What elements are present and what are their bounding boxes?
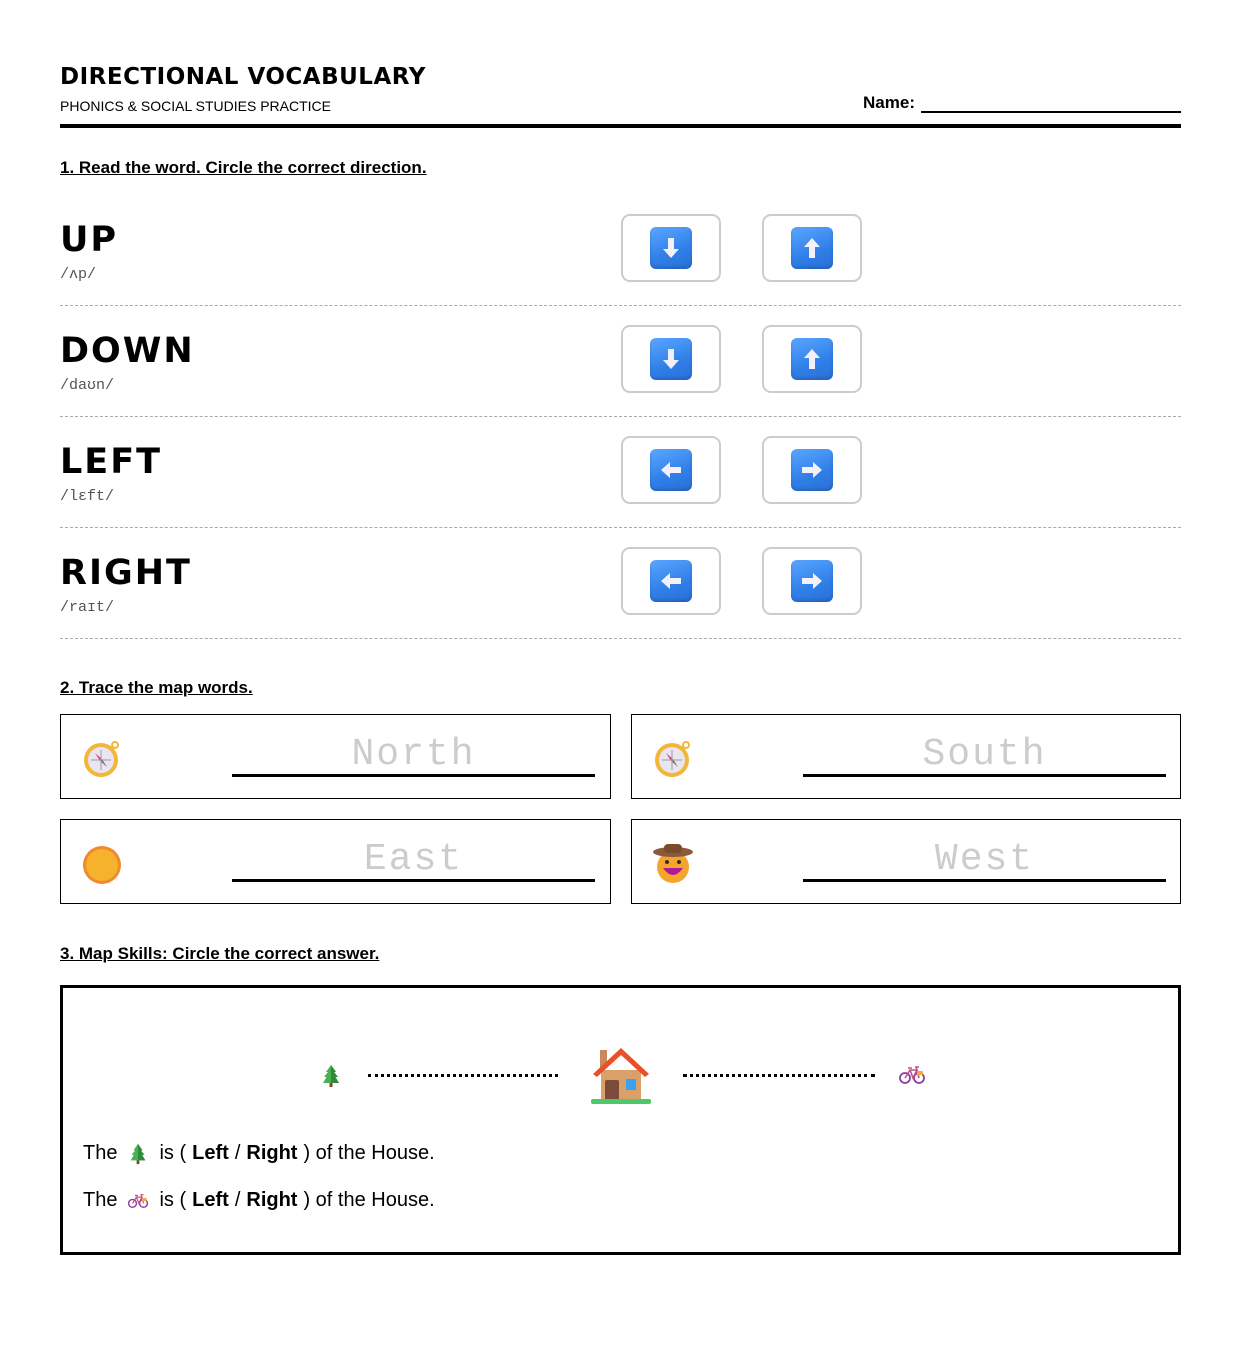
evergreen-tree-icon xyxy=(321,1064,341,1088)
section-3-title: 3. Map Skills: Circle the correct answer. xyxy=(60,944,380,963)
header xyxy=(60,62,1181,128)
choice-up-button[interactable] xyxy=(762,214,862,282)
choice-down-button[interactable] xyxy=(621,214,721,282)
choice-right-button[interactable] xyxy=(762,547,862,615)
left-arrow-icon xyxy=(650,560,692,602)
house-icon xyxy=(590,1044,652,1106)
sentence-middle: is ( xyxy=(159,1189,187,1211)
choice-down-button[interactable] xyxy=(621,325,721,393)
down-arrow-icon xyxy=(650,338,692,380)
answer-left-option[interactable]: Left xyxy=(192,1142,229,1164)
phonetic-text: /lɛft/ xyxy=(60,488,115,505)
bicycle-icon xyxy=(127,1190,149,1212)
word-row-up xyxy=(60,195,1181,306)
choice-up-button[interactable] xyxy=(762,325,862,393)
up-arrow-icon xyxy=(791,338,833,380)
trace-word: South xyxy=(922,733,1047,776)
bicycle-icon xyxy=(898,1065,926,1085)
page-subtitle: PHONICS & SOCIAL STUDIES PRACTICE xyxy=(60,98,331,114)
trace-box-south xyxy=(631,714,1181,799)
map-skills-box xyxy=(60,985,1181,1255)
section-1-title: 1. Read the word. Circle the correct direction. xyxy=(60,158,427,177)
choice-right-button[interactable] xyxy=(762,436,862,504)
right-arrow-icon xyxy=(791,560,833,602)
right-arrow-icon xyxy=(791,449,833,491)
trace-line[interactable] xyxy=(803,879,1166,882)
phonetic-text: /ʌp/ xyxy=(60,266,97,283)
word-row-left xyxy=(60,417,1181,528)
trace-line[interactable] xyxy=(232,879,595,882)
choice-left-button[interactable] xyxy=(621,547,721,615)
question-bicycle xyxy=(83,1189,435,1212)
page-title: DIRECTIONAL VOCABULARY xyxy=(60,64,426,90)
phonetic-text: /daʊn/ xyxy=(60,377,115,394)
answer-right-option[interactable]: Right xyxy=(246,1142,298,1164)
trace-line[interactable] xyxy=(803,774,1166,777)
dotted-path-right xyxy=(683,1074,875,1077)
phonetic-text: /raɪt/ xyxy=(60,599,115,616)
vocab-word: RIGHT xyxy=(60,553,192,593)
name-field-group xyxy=(863,93,1181,113)
down-arrow-icon xyxy=(650,227,692,269)
left-arrow-icon xyxy=(650,449,692,491)
trace-word: West xyxy=(934,838,1035,881)
sentence-suffix: ) of the House. xyxy=(303,1189,435,1211)
option-separator: / xyxy=(234,1142,241,1164)
sentence-suffix: ) of the House. xyxy=(303,1142,435,1164)
trace-box-west xyxy=(631,819,1181,904)
name-label: Name: xyxy=(863,93,915,112)
compass-icon xyxy=(652,737,694,779)
vocab-word: DOWN xyxy=(60,331,195,371)
evergreen-tree-icon xyxy=(127,1143,149,1165)
trace-line[interactable] xyxy=(232,774,595,777)
vocab-word: UP xyxy=(60,220,119,260)
name-field[interactable] xyxy=(921,93,1181,113)
cowboy-face-icon xyxy=(652,842,694,884)
dotted-path-left xyxy=(368,1074,558,1077)
sentence-prefix: The xyxy=(83,1142,118,1164)
section-2-title: 2. Trace the map words. xyxy=(60,678,253,697)
compass-icon xyxy=(81,737,123,779)
trace-box-north xyxy=(60,714,611,799)
answer-left-option[interactable]: Left xyxy=(192,1189,229,1211)
sun-icon xyxy=(81,842,123,884)
question-tree xyxy=(83,1142,435,1165)
word-row-right xyxy=(60,528,1181,639)
choice-left-button[interactable] xyxy=(621,436,721,504)
up-arrow-icon xyxy=(791,227,833,269)
vocab-word: LEFT xyxy=(60,442,162,482)
answer-right-option[interactable]: Right xyxy=(246,1189,298,1211)
sentence-middle: is ( xyxy=(159,1142,187,1164)
sentence-prefix: The xyxy=(83,1189,118,1211)
word-row-down xyxy=(60,306,1181,417)
trace-word: North xyxy=(351,733,476,776)
option-separator: / xyxy=(234,1189,241,1211)
trace-box-east xyxy=(60,819,611,904)
trace-word: East xyxy=(363,838,464,881)
map-diagram xyxy=(63,1040,1178,1110)
